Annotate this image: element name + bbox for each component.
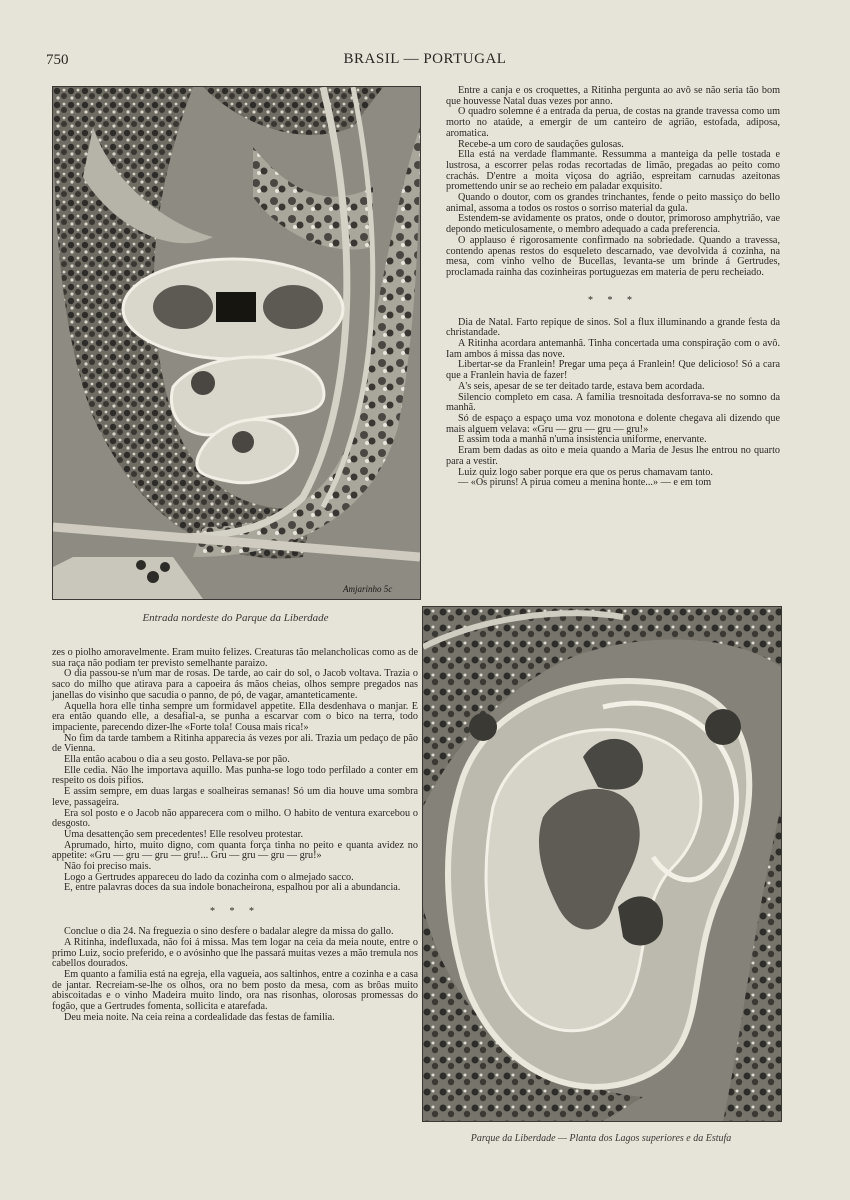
paragraph: Libertar-se da Franlein! Pregar uma peça á Franlein! Que delicioso! Só a cara que a Franlein havia de fazer! xyxy=(446,359,780,382)
paragraph: O dia passou-se n'um mar de rosas. De tarde, ao cair do sol, o Jacob voltava. Trazia o saco do milho que atirava para a capoeira ás mãos cheias, olhos sempre pregados nas janellas do visinho que sacudia o panno, de pó, de vagar, amanteticamente. xyxy=(52,668,418,701)
paragraph: zes o piolho amoravelmente. Eram muito felizes. Creaturas tão melancholicas como as de sua raça não podiam ter previsto semelhante paraizo. xyxy=(52,647,418,669)
paragraph: No fim da tarde tambem a Ritinha apparecia ás vezes por ali. Trazia um pedaço de pão de Vienna. xyxy=(52,732,418,755)
paragraph: A Ritinha acordara antemanhã. Tinha concertada uma conspiração com o avô. Iam ambos á missa das nove. xyxy=(446,338,780,360)
paragraph: Logo a Gertrudes appareceu do lado da cozinha com o almejado sacco. xyxy=(64,871,354,883)
paragraph: Elle cedia. Não lhe importava aquillo. Mas punha-se logo todo perfilado a conter em respeito os dois pifios. xyxy=(52,764,418,787)
paragraph: Luiz quiz logo saber porque era que os perus chamavam tanto. xyxy=(458,466,713,478)
paragraph: Ella então acabou o dia a seu gosto. Pellava-se por pão. xyxy=(64,754,290,766)
caption-top-left: Entrada nordeste do Parque da Liberdade xyxy=(142,612,329,624)
paragraph: Era sol posto e o Jacob não apparecera com o milho. O habito de ventura exarcebou o desgosto. xyxy=(52,807,418,830)
page-number: 750 xyxy=(46,52,69,68)
paragraph: Aquella hora elle tinha sempre um formidavel appetite. Ella desdenhava o manjar. E era então quando elle, a desafial-a, se punha a escarvar com o bico na terra, todo impaciente, parecendo dizer-lhe «Forte tola! Cousa mais rica!» xyxy=(52,700,418,733)
section-break: * * * xyxy=(210,906,260,918)
paragraph: E assim toda a manhã n'uma insistencia uniforme, enervante. xyxy=(458,434,707,446)
paragraph: E assim sempre, em duas largas e soalheiras semanas! Só um dia houve uma sombra leve, passageira. xyxy=(52,786,418,808)
paragraph: Deu meia noite. Na ceia reina a cordealidade das festas de familia. xyxy=(64,1011,335,1023)
paragraph: O applauso é rigorosamente confirmado na sobriedade. Quando a travessa, contendo apenas restos do esqueleto descarnado, vae devolvida á cozinha, na mesa, com vinho velho de Bucellas, levanta-se um brinde á Gertrudes, proclamada rainha das cozinheiras portuguezas em materia de peru recheiado. xyxy=(446,234,780,278)
paragraph: Uma desattenção sem precedentes! Elle resolveu protestar. xyxy=(64,828,304,840)
left-column xyxy=(52,648,418,1024)
paragraph: Estendem-se avidamente os pratos, onde o doutor, primoroso amphytrião, vae depondo meticulosamente, o membro adequado a cada preferencia. xyxy=(446,213,780,236)
park-entrance-photo xyxy=(52,86,421,600)
right-column xyxy=(446,86,780,489)
paragraph: E, entre palavras doces da sua indole bonacheirona, espalhou por ali a abundancia. xyxy=(64,882,401,894)
paragraph: Aprumado, hirto, muito digno, com quanta força tinha no peito e quanta avidez no appetite: «Gru — gru — gru — gru!... Gru — gru — gru — gru!» xyxy=(52,839,418,862)
paragraph: Eram bem dadas as oito e meia quando a Maria de Jesus lhe entrou no quarto para a vestir. xyxy=(446,445,780,467)
paragraph: O quadro solemne é a entrada da perua, de costas na grande travessa como um morto no ataúde, a emergir de um canteiro de agrião, estofada, adiposa, aromatica. xyxy=(446,106,780,139)
paragraph: A Ritinha, indefluxada, não foi á missa. Mas tem logar na ceia da meia noute, entre o primo Luiz, socio preferido, e o avósinho que lhe passará muitas vezes a mão tremula nos cabellos dourados. xyxy=(52,936,418,970)
running-head: BRASIL — PORTUGAL xyxy=(343,51,507,67)
paragraph: Não foi preciso mais. xyxy=(64,861,152,873)
photo-signature: Amjarinho 5c xyxy=(343,584,393,594)
paragraph: Em quanto a familia está na egreja, ella vagueia, aos saltinhos, entre a cozinha e a casa de jantar. Recreiam-se-lhe os olhos, ora no bem posto da mesa, com as brôas muito abiscoitadas e o vinho Madeira muito lindo, ora nas risonhas, olorosas promessas do fogão, que a Gertrudes fomenta, sollicita e atarefada. xyxy=(52,968,418,1013)
paragraph: A's seis, apesar de se ter deitado tarde, estava bem acordada. xyxy=(458,380,705,392)
caption-bottom-right: Parque da Liberdade — Planta dos Lagos superiores e da Estufa xyxy=(470,1133,732,1144)
paragraph: Conclue o dia 24. Na freguezia o sino desfere o badalar alegre da missa do gallo. xyxy=(64,926,394,938)
paragraph: — «Os piruns! A pirua comeu a menina honte...» — e em tom xyxy=(458,477,712,489)
upper-lakes-photo xyxy=(422,606,782,1122)
paragraph: Dia de Natal. Farto repique de sinos. Sol a flux illuminando a grande festa da christandade. xyxy=(446,316,780,339)
paragraph: Só de espaço a espaço uma voz monotona e dolente chegava ali dizendo que mais alguem velava: «Gru — gru — gru — gru!» xyxy=(446,412,780,435)
paragraph: Silencio completo em casa. A familia tresnoitada desforrava-se no somno da manhã. xyxy=(446,391,780,414)
paragraph: Entre a canja e os croquettes, a Ritinha pergunta ao avô se não seria tão bom que houvesse Natal duas vezes por anno. xyxy=(446,85,780,107)
paragraph: Ella está na verdade flammante. Ressumma a manteiga da pelle tostada e lustrosa, a escorrer pelas rodas recortadas de limão, pregadas ao peito como crachás. D'entre a moita viçosa do agrião, espreitam carnudas azeitonas promettendo unir se ao recheio em paladar exquisito. xyxy=(446,149,780,193)
section-break: * * * xyxy=(588,294,638,306)
paragraph: Recebe-a um coro de saudações gulosas. xyxy=(458,138,624,150)
paragraph: Quando o doutor, com os grandes trinchantes, fende o peito massiço do bello animal, assoma a todos os rostos o sorriso material da gula. xyxy=(446,192,780,214)
